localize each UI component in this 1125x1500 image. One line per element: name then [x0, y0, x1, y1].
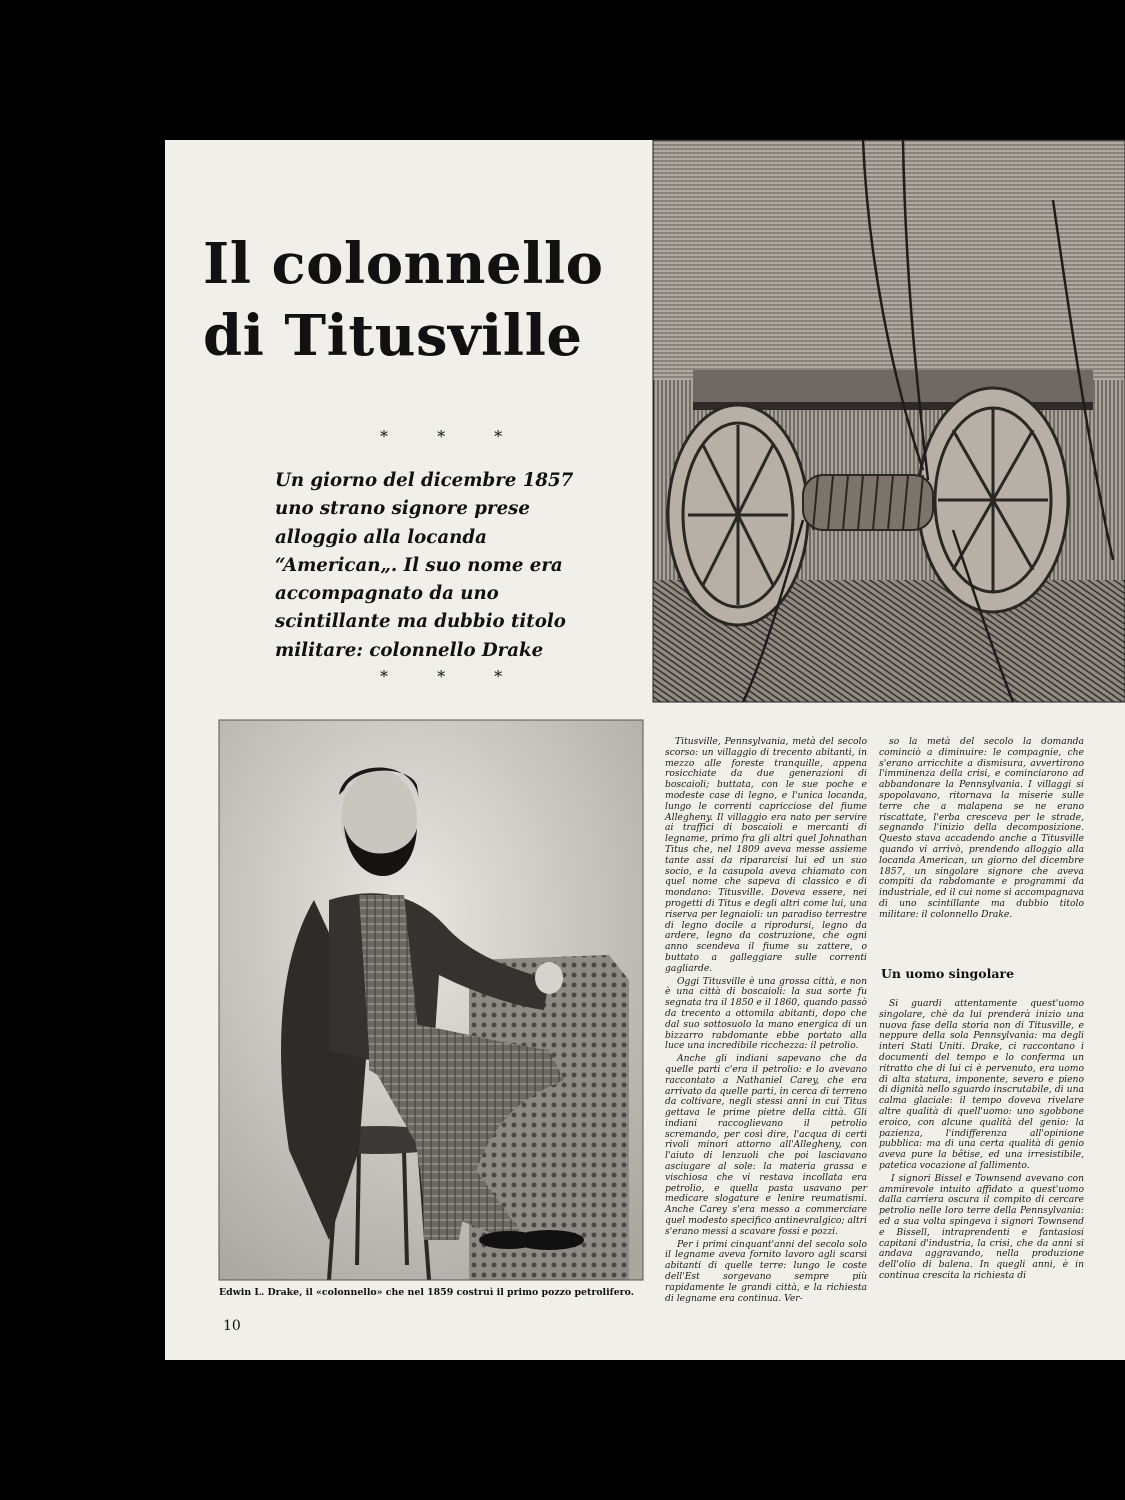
paragraph: Titusville, Pennsylvania, metà del secolo scorso: un villaggio di trecento abitanti, in mezzo alle foreste tranquille, appena rosicchiate da due generazioni di boscaioli; buttata, con le sue poche e modeste case di legno, e l'unica locanda, lungo le correnti capricciose del fiume Allegheny. Il villaggio era nato per servire ai traffici di boscaioli e mercanti di legname, primo fra gli altri quel Johnathan Titus che, nel 1809 aveva messe assieme tante assi da ripararcisi lui ed un suo socio, e la casupola aveva chiamato con quel nome che sapeva di classico e di mondano: Titusville. Doveva essere, nei progetti di Titus e degli altri come lui, una riserva per legnaioli: un paradiso terrestre di legno docile a riprodursi, legno da ardere, legno da costruzione, che ogni anno scendeva il fiume su zattere, o buttato a galleggiare sulle correnti gagliarde.	[665, 736, 867, 974]
star-ornament-top: * * *	[380, 427, 525, 446]
star-ornament-bottom: * * *	[380, 667, 525, 686]
paragraph: Oggi Titusville è una grossa città, e non è una città di boscaioli: la sua sorte fu segnata tra il 1850 e il 1860, quando passò da trecento a ottomila abitanti, dopo che dal suo sottosuolo la mano energica di un bizzarro rabdomante ebbe portato alla luce una incredibile ricchezza: il petrolio.	[665, 975, 867, 1052]
section-subheading: Un uomo singolare	[881, 966, 1015, 981]
photo-caption: Edwin L. Drake, il «colonnello» che nel 1859 costruì il primo pozzo petrolifero.	[219, 1287, 634, 1298]
paragraph: Anche gli indiani sapevano che da quelle parti c'era il petrolio: e lo avevano raccontato a Nathaniel Carey, che era arrivato da quelle parti, in cerca di terreno da coltivare, negli stessi anni in cui Titus gettava le prime pietre della città. Gli indiani raccoglievano il petrolio scremando, per così dire, l'acqua di certi rivoli minori attorno all'Allegheny, con l'aiuto di lenzuoli che poi lasciavano asciugare al sole: la materia grassa e vischiosa che vi restava incollata era petrolio, e quella pasta usavano per medicare slogature e lenire reumatismi. Anche Carey s'era messo a commerciare quel modesto specifico antinevralgico; altri s'erano messi a scavare fossi e pozzi.	[665, 1053, 867, 1237]
text-column-2	[879, 737, 1084, 937]
text-column-1	[665, 736, 867, 1304]
engraving-illustration	[653, 140, 1125, 702]
paragraph: Per i primi cinquant'anni del secolo solo il legname aveva fornito lavoro agli scarsi abitanti di quelle terre: lungo le coste dell'Est sorgevano sempre più rapidamente le grandi città, e la richiesta di legname era continua. Ver-	[665, 1238, 867, 1304]
text-column-3	[879, 999, 1084, 1294]
title-line-1: Il colonnello	[203, 231, 604, 297]
paragraph: I signori Bissel e Townsend avevano con ammirevole intuito affidato a quest'uomo dalla carriera oscura il compito di cercare petrolio nelle loro terre della Pennsylvania: ed a sua volta spingeva i signori Townsend e Bissell, intraprendenti e fantasiosi capitani d'industria, la crisi, che da anni si andava aggravando, nella produzione dell'olio di balena. In quegli anni, è in continua crescita la richiesta di	[879, 1172, 1084, 1281]
portrait-photo	[219, 720, 643, 1280]
page-number: 10	[223, 1318, 241, 1334]
title-line-2: di Titusville	[203, 303, 583, 369]
paragraph: Si guardi attentamente quest'uomo singolare, chè da lui prenderà inizio una nuova fase della storia non di Titusville, e neppure della sola Pennsylvania: ma degli interi Stati Uniti. Drake, ci raccontano i documenti del tempo e lo conferma un ritratto che di lui ci è pervenuto, era uomo di alta statura, imponente, severo e pieno di dignità nello sguardo inscrutabile, di una calma glaciale: il tempo doveva rivelare altre qualità di quell'uomo: uno sgobbone eroico, con alcune qualità del genio: la pazienza, l'indifferenza all'opinione pubblica: ma di una certa qualità di genio aveva pure la bêtise, ed una irresistibile, patetica vocazione al fallimento.	[879, 998, 1084, 1171]
paragraph: so la metà del secolo la domanda cominciò a diminuire: le compagnie, che s'erano arricchite a dismisura, avvertirono l'imminenza della crisi, e cominciarono ad abbandonare la Pennsylvania. I villaggi si spopolavano, ritornava la miserie sulle terre che a malapena se ne erano riscattate, l'erba cresceva per le strade, segnando l'inizio della decomposizione. Questo stava accadendo anche a Titusville quando vi arrivò, prendendo alloggio alla locanda American, un giorno del dicembre 1857, un singolare signore che aveva compiti da rabdomante e programmi da industriale, ed il cui nome si accompagnava di uno scintillante ma dubbio titolo militare: il colonnello Drake.	[879, 736, 1084, 920]
magazine-page	[165, 140, 1125, 1360]
intro-text: Un giorno del dicembre 1857 uno strano signore prese alloggio alla locanda “American„. Il suo nome era accompagnato da uno scintillante ma dubbio titolo militare: colonnello Drake	[275, 470, 574, 661]
article-title	[203, 228, 643, 372]
